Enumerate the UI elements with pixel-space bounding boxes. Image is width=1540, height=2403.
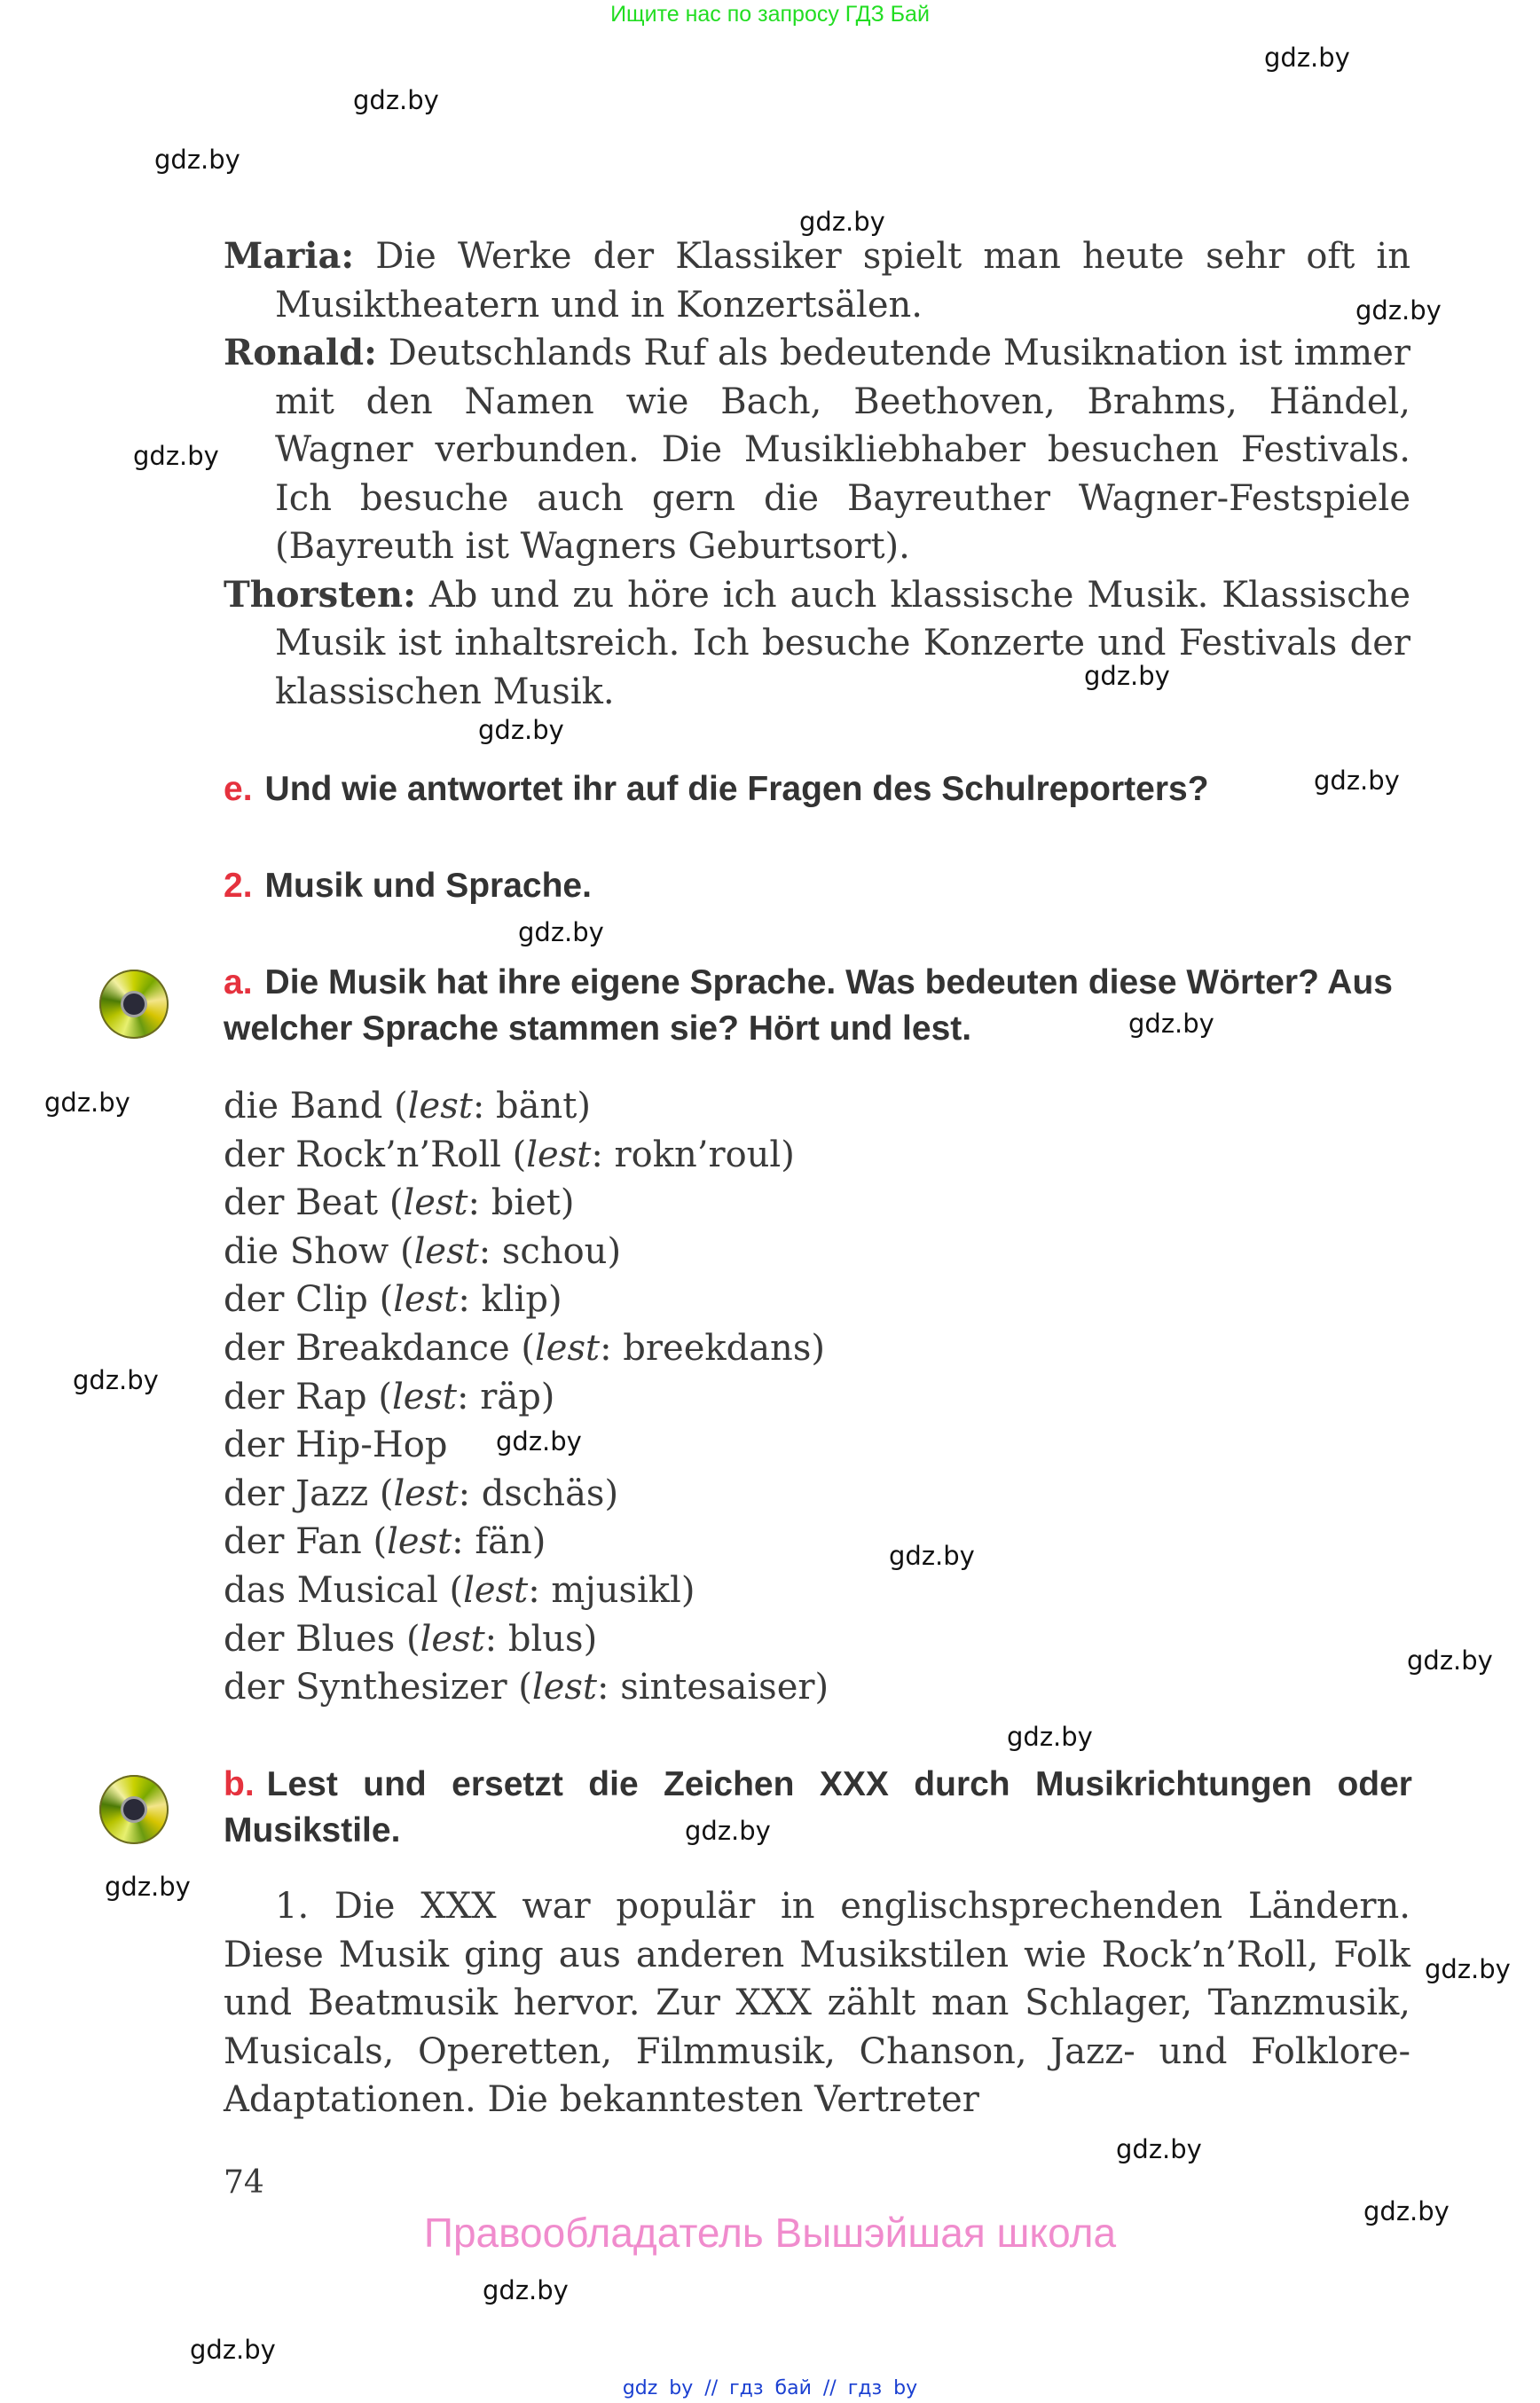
exercise-title: Musik und Sprache. [264,867,592,905]
dialogue-text: Deutschlands Ruf als bedeutende Musiknation ist immer mit den Namen wie Bach, Beethoven, Brahms, Händel, Wagner verbunden. Die Musikliebhaber besuchen Festivals. Ich besuche auch gern die Bayreuther Wagner-Festspiele (Bayreuth ist Wagners Geburtsort). [275,333,1411,567]
watermark: gdz.by [133,441,219,471]
footer-links[interactable]: gdz by // гдз бай // гдз by [622,2377,918,2399]
watermark: gdz.by [353,85,439,115]
dialogue-text: Ab und zu höre ich auch klassische Musik. Klassische Musik ist inhaltsreich. Ich besuche Konzerte und Festivals der klassischen Musik. [275,574,1411,712]
watermark: gdz.by [1314,766,1400,796]
watermark: gdz.by [190,2335,276,2365]
watermark: gdz.by [1425,1954,1511,1984]
vocab-item: der Clip (lest: klip) [224,1279,562,1321]
watermark: gdz.by [496,1426,582,1457]
vocabulary-list [224,1082,829,1712]
watermark: gdz.by [154,145,240,175]
vocab-item: die Band (lest: bänt) [224,1086,591,1127]
watermark: gdz.by [799,207,885,237]
watermark: gdz.by [1116,2134,1202,2164]
exercise-number: 2. [224,867,253,905]
watermark: gdz.by [478,715,564,745]
exercise-2-heading [224,863,1412,909]
search-banner[interactable]: Ищите нас по запросу ГДЗ Бай [610,2,930,27]
watermark: gdz.by [1264,43,1350,73]
watermark: gdz.by [1084,661,1170,691]
watermark: gdz.by [1363,2196,1450,2226]
task-label: e. [224,770,253,808]
dialogue-text: Die Werke der Klassiker spielt man heute sehr oft in Musiktheatern und in Konzertsälen. [275,236,1410,326]
task-a [224,960,1412,1052]
audio-cd-icon[interactable] [99,970,169,1039]
dialogue-thorsten [224,571,1410,717]
watermark: gdz.by [483,2275,569,2305]
audio-cd-icon[interactable] [99,1775,169,1844]
watermark: gdz.by [1007,1722,1093,1752]
copyright-notice: Правообладатель Вышэйшая школа [423,2210,1117,2256]
watermark: gdz.by [73,1365,159,1395]
reading-text-1: 1. Die XXX war populär in englischsprechenden Ländern. Diese Musik ging aus anderen Musikstilen wie Rock’n’Roll, Folk und Beatmusik hervor. Zur XXX zählt man Schlager, Tanzmusik, Musicals, Operetten, Filmmusik, Chanson, Jazz- und Folklore-Adaptationen. Die bekanntesten Vertreter [224,1886,1410,2121]
watermark: gdz.by [1128,1009,1214,1039]
watermark: gdz.by [44,1088,130,1118]
dialogue [224,232,1410,716]
vocab-item: der Rock’n’Roll (lest: rokn’roul) [224,1134,795,1175]
vocab-item: der Beat (lest: biet) [224,1182,575,1224]
dialogue-ronald [224,329,1410,571]
watermark: gdz.by [518,917,604,947]
watermark: gdz.by [1407,1645,1493,1676]
vocab-item: der Fan (lest: fän) [224,1521,546,1563]
vocab-item: die Show (lest: schou) [224,1230,622,1272]
watermark: gdz.by [105,1872,191,1902]
task-text: Die Musik hat ihre eigene Sprache. Was bedeuten diese Wörter? Aus welcher Sprache stammen sie? Hört und lest. [224,963,1393,1048]
vocab-item: der Hip-Hop [224,1425,448,1466]
vocab-item: der Breakdance (lest: breekdans) [224,1327,825,1369]
vocab-item: der Synthesizer (lest: sintesaiser) [224,1667,829,1708]
vocab-item: das Musical (lest: mjusikl) [224,1569,695,1611]
vocab-item: der Rap (lest: räp) [224,1376,555,1417]
dialogue-maria [224,232,1410,329]
speaker-name: Thorsten: [224,573,416,616]
task-e [224,766,1412,813]
task-text: Lest und ersetzt die Zeichen XXX durch Musikrichtungen oder Musikstile. [224,1765,1412,1849]
task-label: a. [224,963,253,1001]
task-b [224,1762,1412,1854]
vocab-item: der Blues (lest: blus) [224,1618,598,1660]
page-number: 74 [224,2164,264,2201]
watermark: gdz.by [1355,295,1442,326]
watermark: gdz.by [685,1816,771,1846]
task-label: b. [224,1765,255,1803]
vocab-item: der Jazz (lest: dschäs) [224,1472,619,1514]
speaker-name: Maria: [224,235,355,277]
watermark: gdz.by [889,1541,975,1571]
task-text: Und wie antwortet ihr auf die Fragen des Schulreporters? [264,770,1209,808]
speaker-name: Ronald: [224,332,377,373]
